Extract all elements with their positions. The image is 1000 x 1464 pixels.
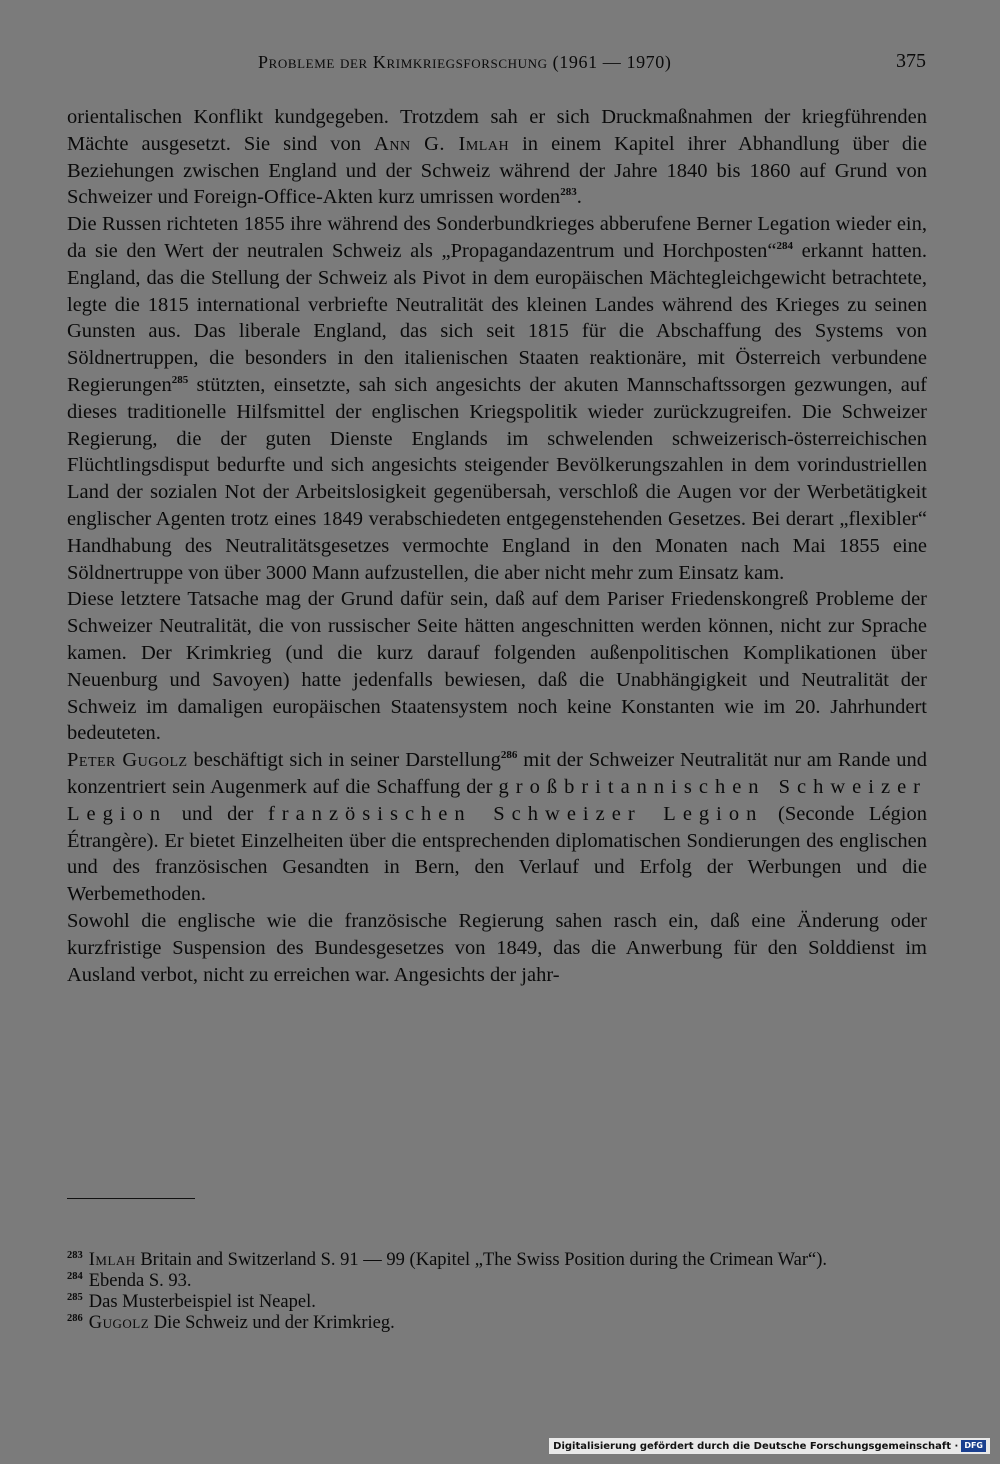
- footnote-ref-286[interactable]: 286: [500, 749, 518, 762]
- emphasized-term: großbritannischen Schweizer Legion: [67, 775, 927, 825]
- main-text: [67, 104, 927, 988]
- paragraph-5: Sowohl die englische wie die französische Regierung sahen rasch ein, daß eine Änderung oder kurzfristige Suspension des Bundesgesetzes von 1849, das die Anwerbung für den Solddienst im Ausland verbot, nicht zu erreichen war. Angesichts der jahr-: [67, 909, 927, 986]
- footnote-ref-283[interactable]: 283: [560, 186, 577, 199]
- paragraph-1: orientalischen Konflikt kundgegeben. Trotzdem sah er sich Druckmaßnahmen der kriegführenden Mächte ausgesetzt. Sie sind von Ann G. Imlah in einem Kapitel ihrer Abhandlung über die Beziehungen zwischen England und der Schweiz während der Jahre 1840 bis 1860 auf Grund von Schweizer und Foreign-Office-Akten kurz umrissen worden$^{283}$.: [67, 106, 927, 209]
- footnote-283: $^{283}$ Imlah Britain and Switzerland S. 91 — 99 (Kapitel „The Swiss Position during the Crimean War“).: [67, 1250, 827, 1270]
- footnote-ref-284[interactable]: 284: [776, 239, 794, 252]
- footnotes: [67, 1250, 929, 1334]
- author-name: Ann G. Imlah: [374, 132, 510, 155]
- footnote-286: $^{286}$ Gugolz Die Schweiz und der Krimkrieg.: [67, 1313, 395, 1333]
- running-title: Probleme der Krimkriegsforschung (1961 — 1970): [258, 52, 672, 72]
- paragraph-3: Diese letztere Tatsache mag der Grund dafür sein, daß auf dem Pariser Friedenskongreß Probleme der Schweizer Neutralität, die von russischer Seite hätten angeschnitten werden können, nicht zur Sprache kamen. Der Krimkrieg (und die kurz darauf folgenden außenpolitischen Komplikationen über Neuenburg und Savoyen) hatte jedenfalls bewiesen, daß die Unabhängigkeit und Neutralität der Schweiz im damaligen europäischen Staatensystem noch keine Konstanten wie im 20. Jahrhundert bedeuteten.: [67, 588, 927, 745]
- dfg-watermark: [549, 1438, 990, 1454]
- author-name: Peter Gugolz: [67, 749, 188, 772]
- footnote-ref-285[interactable]: 285: [171, 373, 189, 386]
- dfg-logo-icon: DFG: [961, 1440, 986, 1452]
- watermark-text: Digitalisierung gefördert durch die Deutsche Forschungsgemeinschaft ·: [553, 1440, 959, 1452]
- emphasized-term: französischen Schweizer Legion: [267, 802, 764, 825]
- footnote-divider: [67, 1198, 195, 1199]
- paragraph-2: Die Russen richteten 1855 ihre während des Sonderbundkrieges abberufene Berner Legation wieder ein, da sie den Wert der neutralen Schweiz als „Propagandazentrum und Horchposten“$^{284}$ erkannt hatten. England, das die Stellung der Schweiz als Pivot in dem europäischen Mächtegleichgewicht betrachtete, legte die 1815 international verbriefte Neutralität des kleinen Landes während des Krieges zu seinen Gunsten aus. Das liberale England, das sich seit 1815 für die Abschaffung des Systems von Söldnertruppen, die besonders in den italienischen Staaten reaktionäre, mit Österreich verbundene Regierungen$^{285}$ stützten, einsetzte, sah sich angesichts der akuten Mannschaftssorgen gezwungen, auf dieses traditionelle Hilfsmittel der englischen Kriegspolitik wieder zurückzugreifen. Die Schweizer Regierung, die der guten Dienste Englands im schwelenden schweizerisch-österreichischen Flüchtlingsdisput bedurfte und sich angesichts steigender Bevölkerungszahlen in dem vorindustriellen Land der sozialen Not der Arbeitslosigkeit gegenübersah, verschloß die Augen vor der Werbetätigkeit englischer Agenten trotz eines 1849 verabschiedeten entgegenstehenden Gesetzes. Bei derart „flexibler“ Handhabung des Neutralitätsgesetzes vermochte England in den Monaten nach Mai 1855 eine Söldnertruppe von über 3000 Mann aufzustellen, die aber nicht mehr zum Einsatz kam.: [67, 213, 928, 584]
- footnote-284: $^{284}$ Ebenda S. 93.: [67, 1271, 192, 1291]
- footnote-285: $^{285}$ Das Musterbeispiel ist Neapel.: [67, 1292, 316, 1312]
- paragraph-4: Peter Gugolz beschäftigt sich in seiner Darstellung$^{286}$ mit der Schweizer Neutralität nur am Rande und konzentriert sein Augenmerk auf die Schaffung der großbritannischen Schweizer Legion und der französischen Schweizer Legion (Seconde Légion Étrangère). Er bietet Einzelheiten über die entsprechenden diplomatischen Sondierungen des englischen und des französischen Gesandten in Bern, den Verlauf und Erfolg der Werbungen und die Werbemethoden.: [67, 749, 928, 906]
- page-number: 375: [896, 50, 926, 72]
